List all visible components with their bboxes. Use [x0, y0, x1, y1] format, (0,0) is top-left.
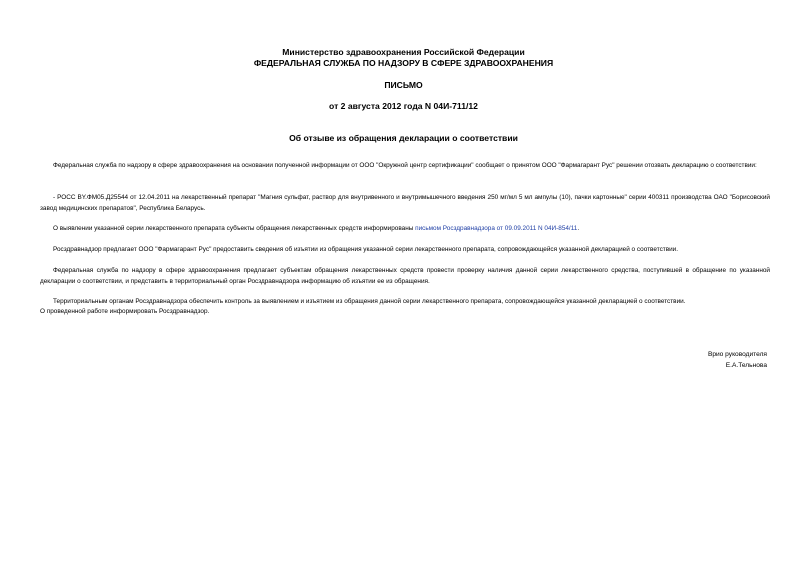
paragraph-3-text-after: .	[577, 225, 580, 232]
paragraph-6: Территориальным органам Росздравнадзора обеспечить контроль за выявлением и изъятием из обращения данной серии лекарственного препарата, сопровождающейся указанной декларацией о соответствии.	[53, 298, 686, 305]
ministry-title: Министерство здравоохранения Российской Федерации	[282, 47, 525, 57]
paragraph-4: Росздравнадзор предлагает ООО "Фармагарант Рус" предоставить сведения об изъятии из обращения указанной серии лекарственного препарата, сопровождающейся указанной декларацией о соответствии.	[53, 246, 679, 253]
document-date-number: от 2 августа 2012 года N 04И-711/12	[329, 101, 478, 111]
paragraph-1: Федеральная служба по надзору в сфере здравоохранения на основании полученной информации от ООО "Окружной центр сертификации" сообщает о принятом ООО "Фармагарант Рус" решении отозвать декларацию о соответствии:	[53, 162, 757, 169]
document-type: ПИСЬМО	[384, 80, 423, 90]
paragraph-7: О проведенной работе информировать Росздравнадзор.	[40, 308, 210, 315]
paragraph-3	[40, 224, 770, 235]
signature-position: Врио руководителя	[707, 351, 767, 358]
paragraph-3-text-before: О выявлении указанной серии лекарственного препарата субъекты обращения лекарственных средств информированы	[53, 225, 416, 232]
service-title: ФЕДЕРАЛЬНАЯ СЛУЖБА ПО НАДЗОРУ В СФЕРЕ ЗДРАВООХРАНЕНИЯ	[253, 58, 554, 68]
paragraph-5: Федеральная служба по надзору в сфере здравоохранения предлагает субъектам обращения лекарственных средств провести проверку наличия данной серии лекарственного средства, поступившей в обращение по указанной декларации о соответствии, и представить в территориальный орган Росздравнадзора информацию об изъятии ее из обращения.	[40, 267, 770, 285]
letter-reference-link[interactable]: письмом Росздравнадзора от 09.09.2011 N 04И-854/11	[415, 225, 578, 232]
document-subject: Об отзыве из обращения декларации о соответствии	[289, 133, 518, 143]
paragraph-2: - РОСС BY.ФМ05.Д25544 от 12.04.2011 на лекарственный препарат "Магния сульфат, раствор для внутривенного и внутримышечного введения 250 мг/мл 5 мл ампулы (10), пачки картонные" серии 400311 производства ОАО "Борисовский завод медицинских препаратов", Республика Беларусь.	[40, 194, 770, 212]
signature-name: Е.А.Тельнова	[725, 362, 767, 369]
